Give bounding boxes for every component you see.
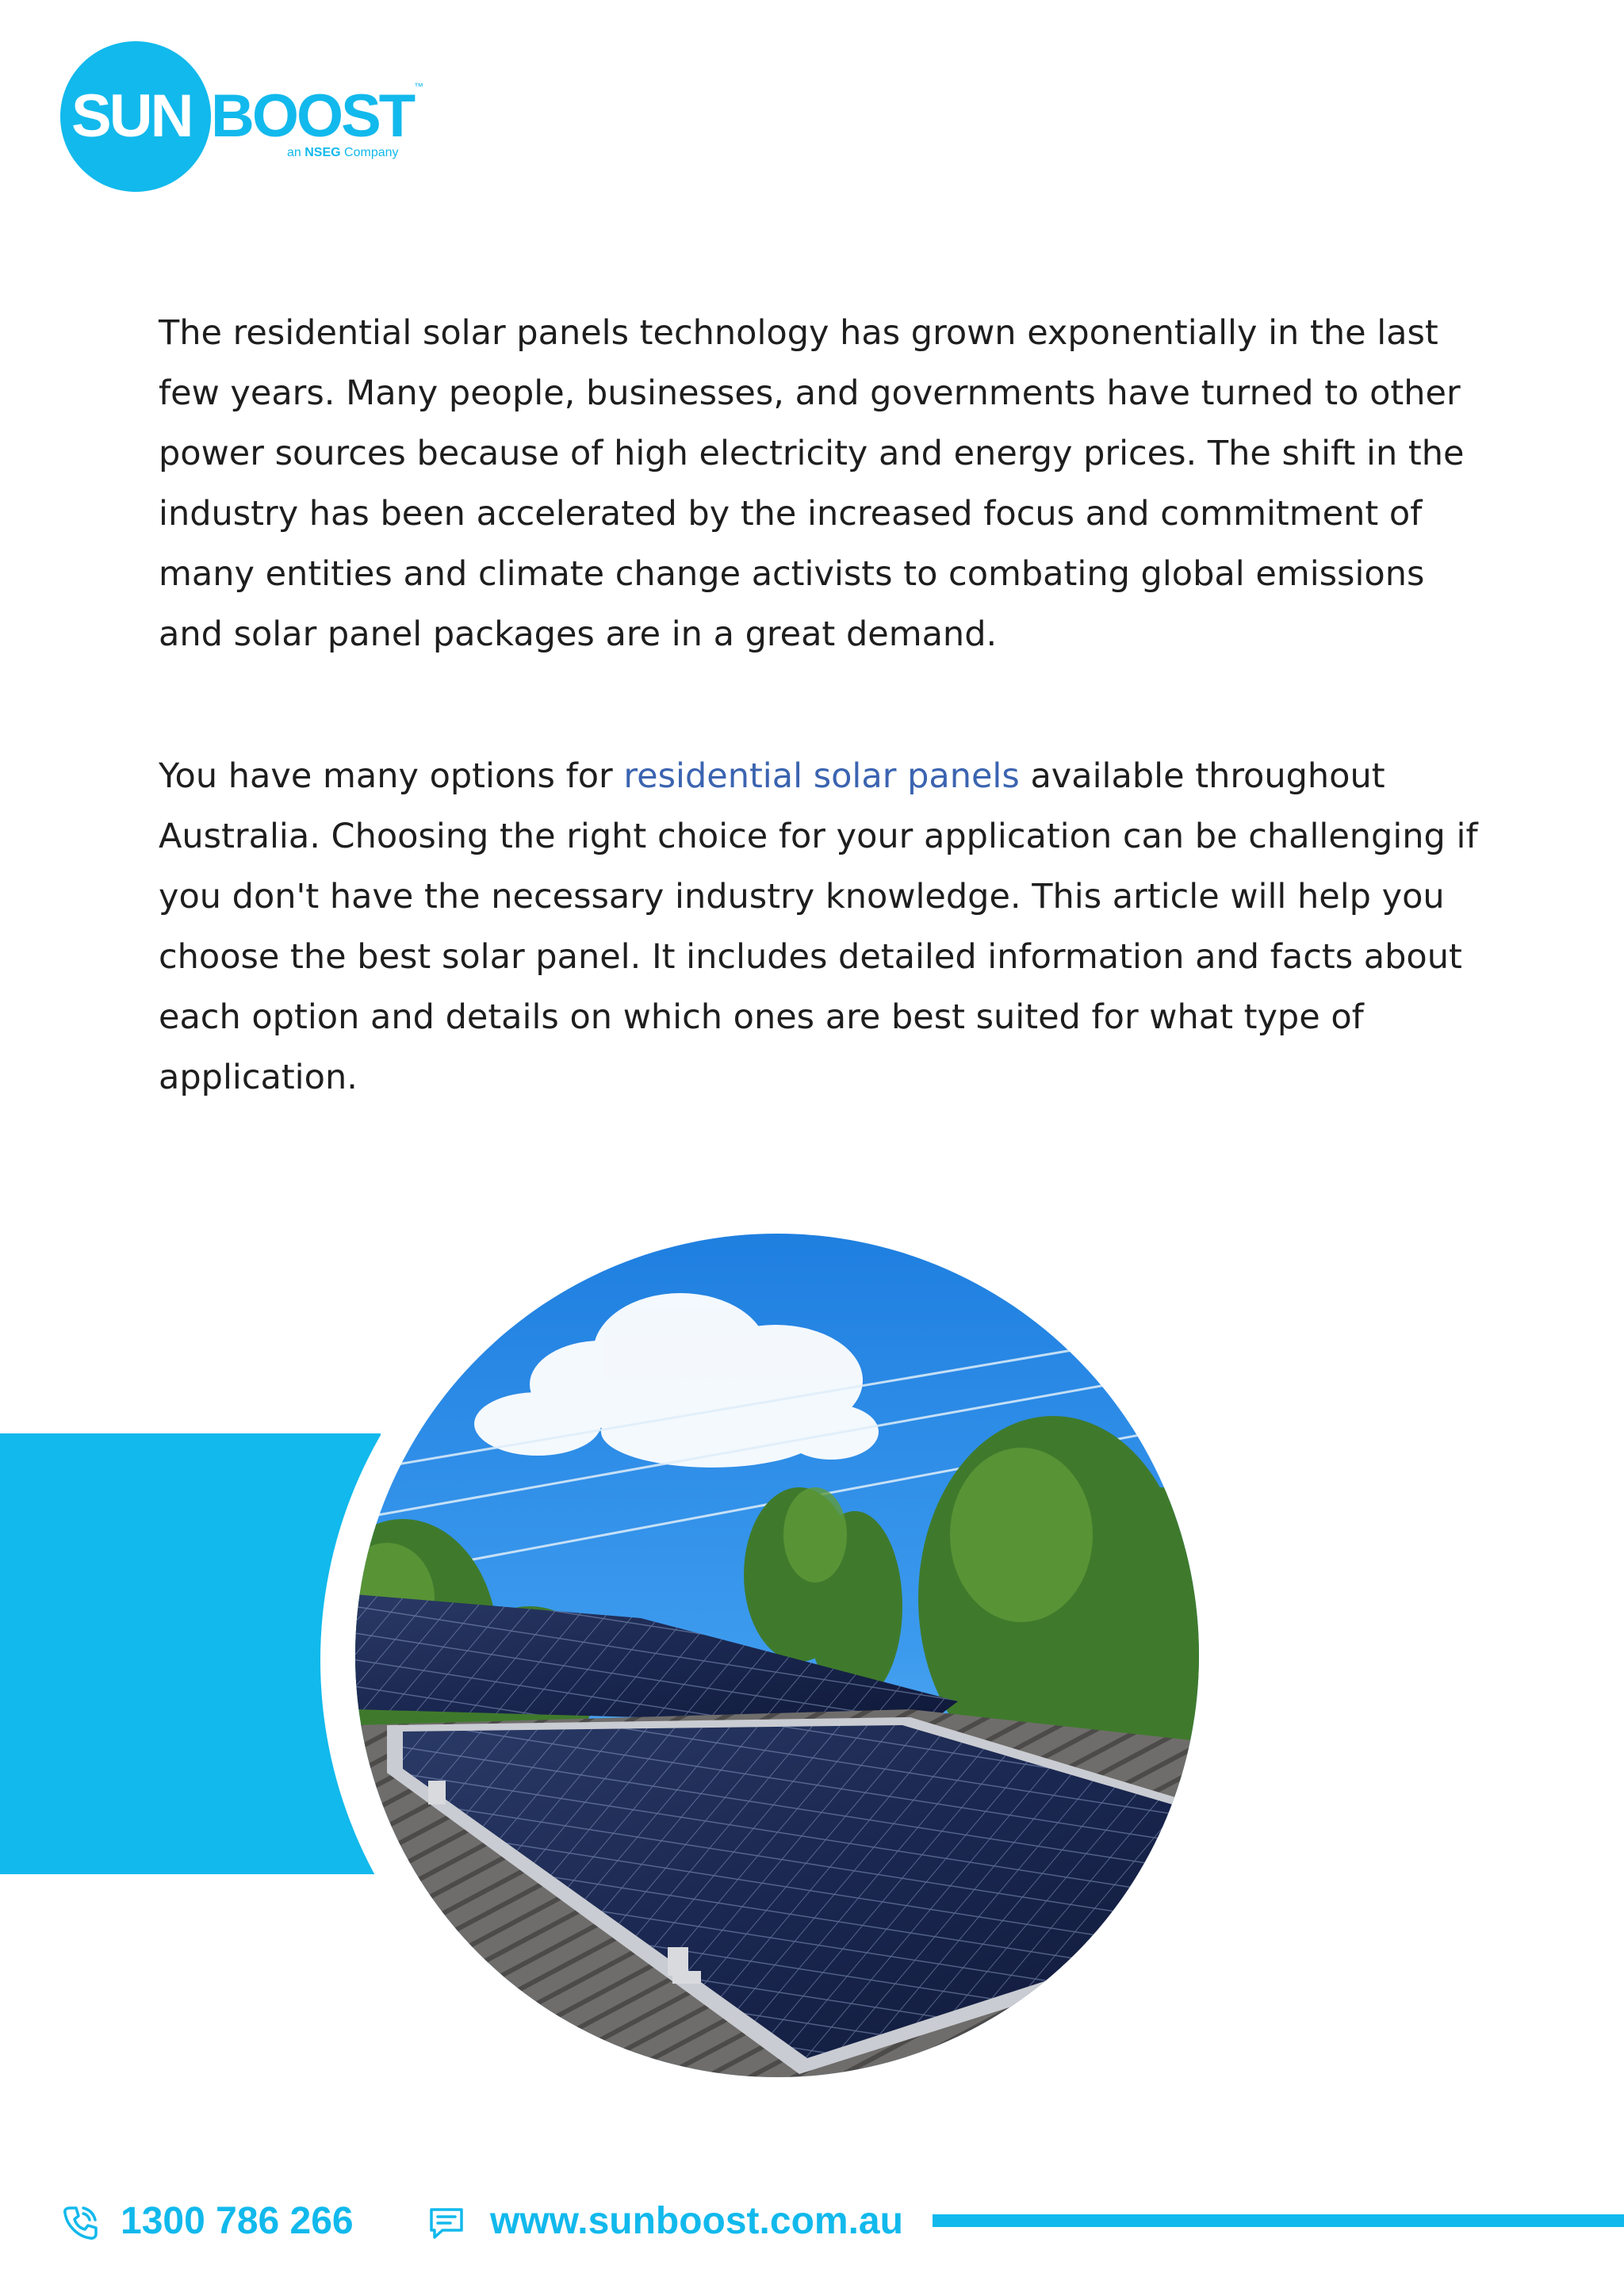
- logo-sun-text: SUN: [71, 82, 192, 150]
- residential-solar-panels-link[interactable]: residential solar panels: [623, 756, 1020, 796]
- options-paragraph: [159, 746, 1491, 1108]
- logo-boost-text: BOOST: [211, 82, 414, 150]
- solar-roof-photo: [355, 1234, 1199, 2077]
- logo-sub-suffix: Company: [344, 146, 399, 159]
- logo-sub-prefix: an: [287, 146, 301, 159]
- intro-paragraph: The residential solar panels technology has grown exponentially in the last few years. Many people, businesses, and governments have turned to other power sources because of high electricity and energy prices. The shift in the industry has been accelerated by the increased focus and commitment of many entities and climate change activists to combating global emissions and solar panel packages are in a great demand.: [159, 313, 1465, 654]
- logo-sub-company: NSEG: [304, 146, 341, 159]
- options-text-after: available throughout Australia. Choosing the right choice for your application can be challenging if you don't have the necessary industry knowledge. This article will help you choose the best solar panel. It includes detailed information and facts about each option and details on which ones are best suited for what type of application.: [159, 756, 1478, 1097]
- footer-phone-number[interactable]: 1300 786 266: [121, 2200, 354, 2242]
- chat-icon: [427, 2203, 466, 2243]
- footer-website[interactable]: www.sunboost.com.au: [490, 2200, 903, 2242]
- footer-divider-bar: [933, 2214, 1624, 2227]
- logo-trademark: ™: [414, 81, 423, 92]
- sunboost-logo: [60, 41, 433, 192]
- logo-subtitle: [287, 146, 399, 160]
- phone-icon: [60, 2203, 100, 2243]
- options-text-before: You have many options for: [159, 756, 624, 796]
